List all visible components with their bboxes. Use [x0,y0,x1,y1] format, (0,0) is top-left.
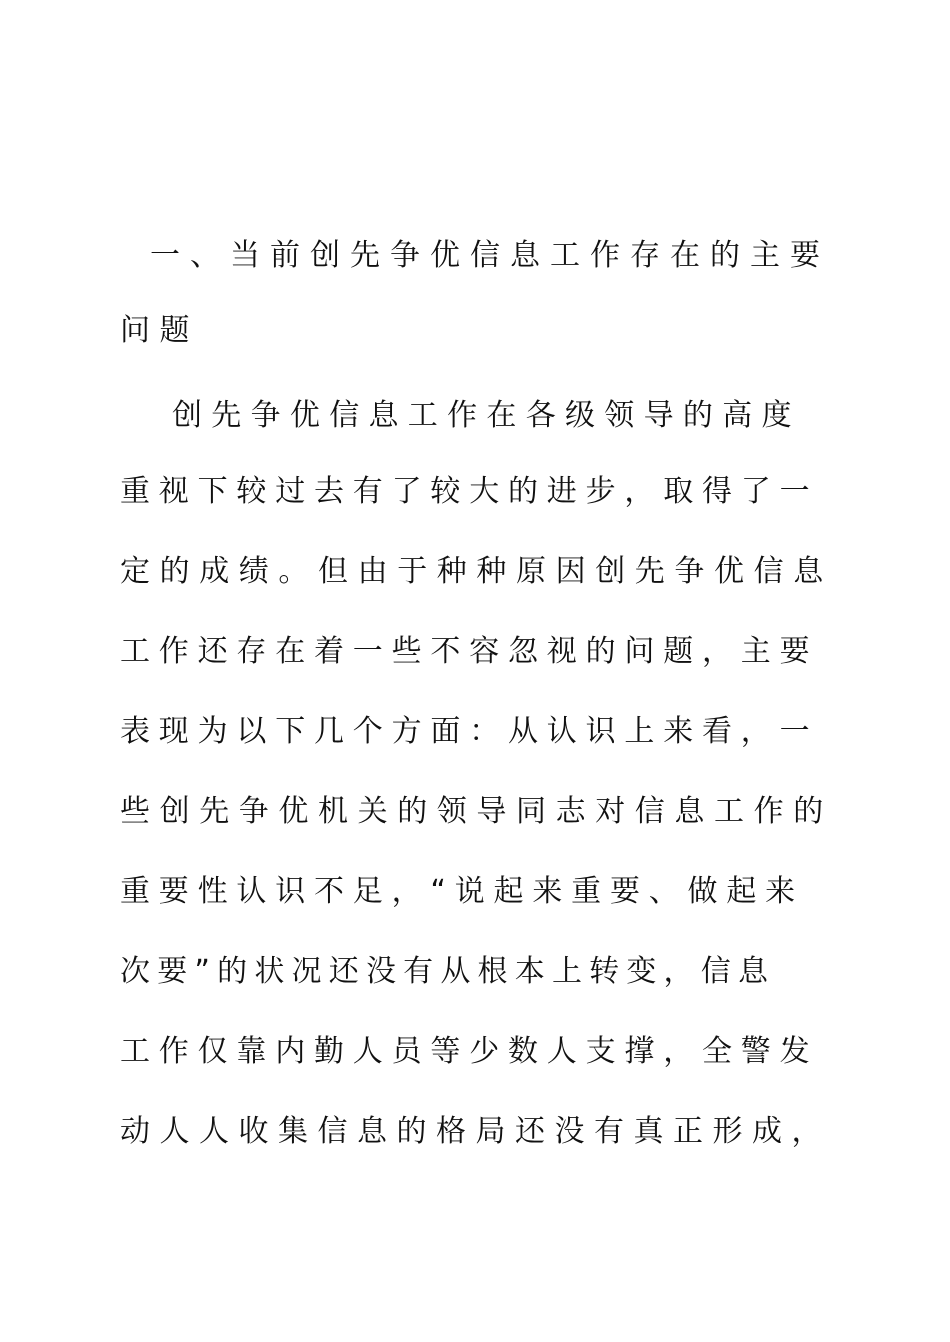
paragraph-line: 创先争优信息工作在各级领导的高度 [172,398,801,433]
paragraph-line: 动人人收集信息的格局还没有真正形成， [120,1114,831,1149]
paragraph-line: 工作还存在着一些不容忽视的问题，主要 [120,634,819,669]
paragraph-line: 表现为以下几个方面：从认识上来看，一 [120,714,819,749]
paragraph-line: 工作仅靠内勤人员等少数人支撑，全警发 [120,1034,819,1069]
heading-line-2: 问题 [120,313,199,348]
paragraph-line: 定的成绩。但由于种种原因创先争优信息 [120,554,833,589]
paragraph-line: 次要”的状况还没有从根本上转变，信息 [120,954,776,989]
heading-line-1: 一、当前创先争优信息工作存在的主要 [150,238,830,273]
paragraph-line: 些创先争优机关的领导同志对信息工作的 [120,794,833,829]
paragraph-line: 重要性认识不足，“说起来重要、做起来 [120,874,804,909]
paragraph-line: 重视下较过去有了较大的进步，取得了一 [120,474,819,509]
